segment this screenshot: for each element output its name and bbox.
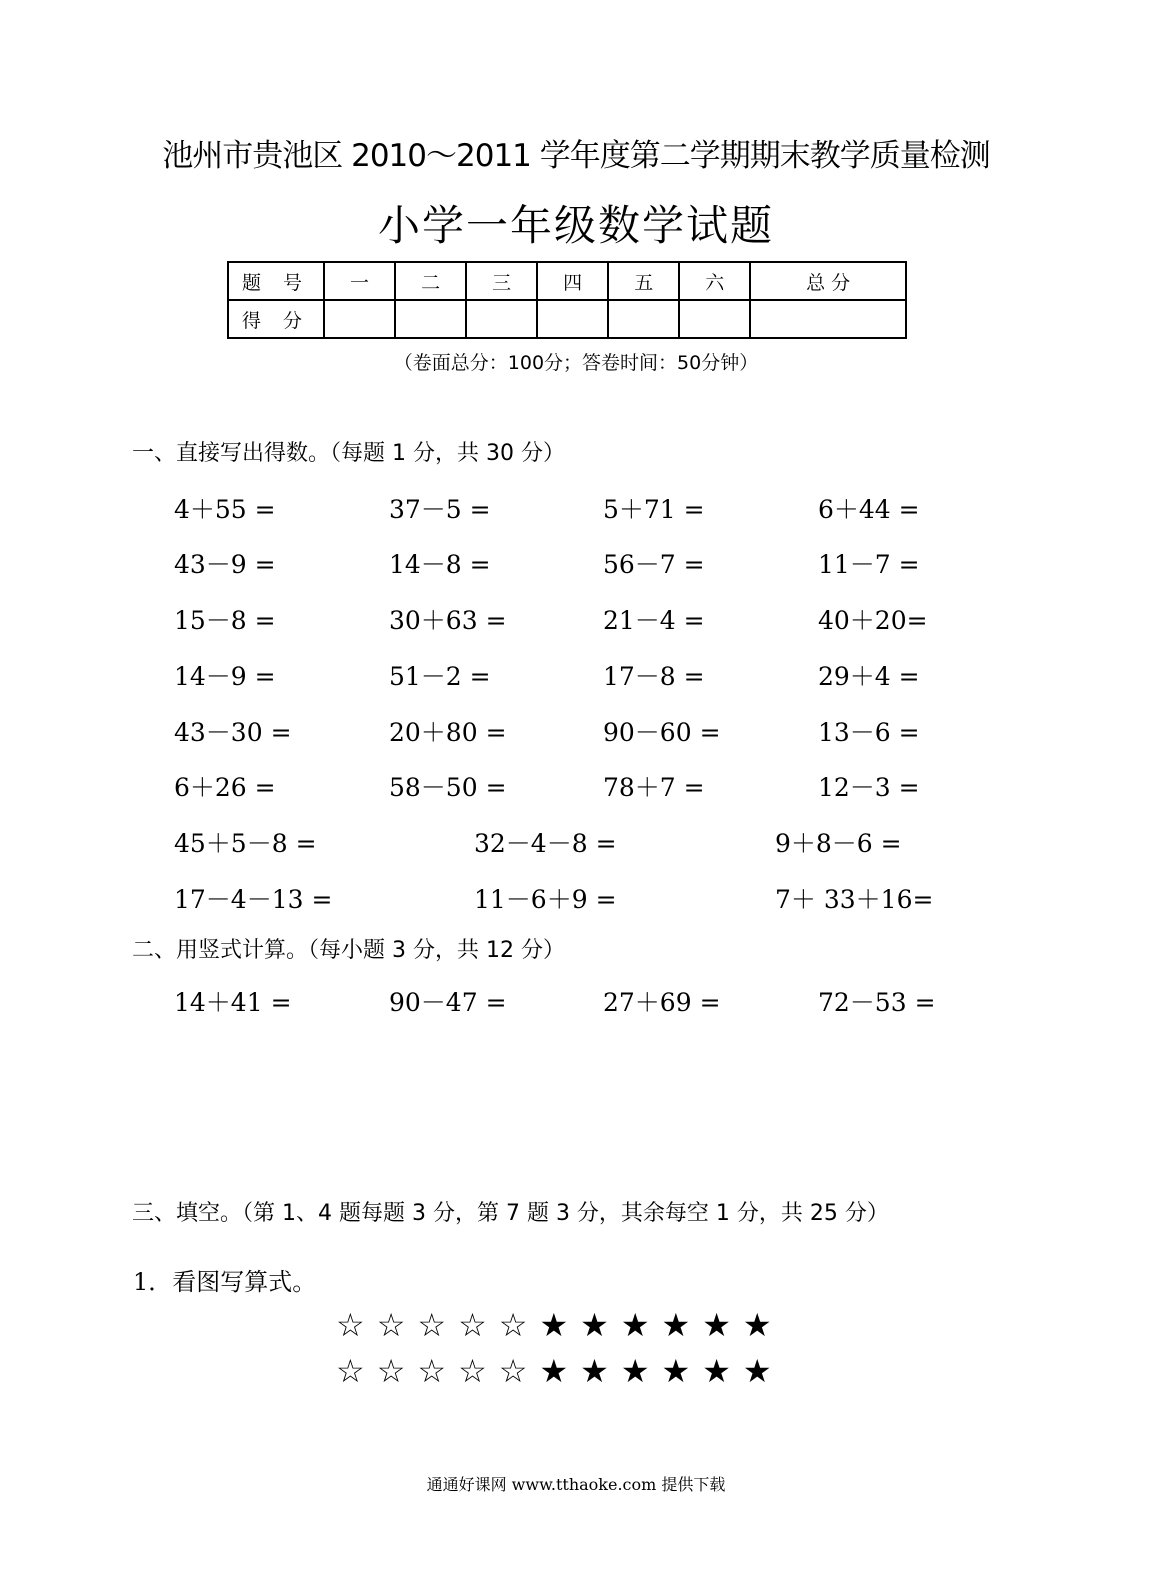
arith-problem: 6＋44 =	[818, 495, 920, 524]
score-input-cell[interactable]	[679, 300, 750, 338]
score-cell-q3: 三	[466, 262, 537, 300]
score-input-cell[interactable]	[466, 300, 537, 338]
arith-problem: 14－9 =	[174, 662, 276, 691]
score-table-header-row	[228, 262, 906, 300]
section3-question1: 1．看图写算式。	[133, 1268, 317, 1296]
score-input-cell[interactable]	[395, 300, 466, 338]
arith-problem: 78＋7 =	[603, 773, 705, 802]
star-row-1: ☆☆☆☆☆★★★★★★	[336, 1306, 784, 1344]
vertical-calc-problem: 27＋69 =	[603, 988, 721, 1017]
score-input-cell[interactable]	[608, 300, 679, 338]
section1-heading: 一、直接写出得数。（每题 1 分，共 30 分）	[132, 441, 565, 466]
arith-problem: 11－6＋9 =	[474, 885, 617, 914]
score-cell-q6: 六	[679, 262, 750, 300]
score-input-cell[interactable]	[750, 300, 906, 338]
arith-problem: 14－8 =	[389, 550, 491, 579]
exam-title: 小学一年级数学试题	[377, 201, 774, 250]
arith-problem: 20＋80 =	[389, 718, 507, 747]
arith-problem: 5＋71 =	[603, 495, 705, 524]
arith-problem: 11－7 =	[818, 550, 920, 579]
arith-problem: 58－50 =	[389, 773, 507, 802]
score-table	[227, 261, 907, 339]
arith-problem: 40＋20=	[818, 606, 928, 635]
arith-problem: 56－7 =	[603, 550, 705, 579]
arith-problem: 13－6 =	[818, 718, 920, 747]
arith-problem: 45＋5－8 =	[174, 829, 317, 858]
arith-problem: 32－4－8 =	[474, 829, 617, 858]
arith-problem: 9＋8－6 =	[775, 829, 902, 858]
arith-problem: 43－9 =	[174, 550, 276, 579]
arith-problem: 7＋ 33＋16=	[775, 885, 934, 914]
arith-problem: 15－8 =	[174, 606, 276, 635]
arith-problem: 17－4－13 =	[174, 885, 333, 914]
exam-note: （卷面总分：100分；答卷时间：50分钟）	[393, 352, 759, 374]
score-cell-q5: 五	[608, 262, 679, 300]
score-cell-label: 题 号	[228, 262, 324, 300]
arith-problem: 17－8 =	[603, 662, 705, 691]
score-input-cell[interactable]	[537, 300, 608, 338]
page-footer: 通通好课网 www.tthaoke.com 提供下载	[426, 1475, 726, 1494]
arith-problem: 29＋4 =	[818, 662, 920, 691]
score-cell-total: 总 分	[750, 262, 906, 300]
arith-problem: 37－5 =	[389, 495, 491, 524]
score-cell-q1: 一	[324, 262, 395, 300]
arith-problem: 21－4 =	[603, 606, 705, 635]
arith-problem: 4＋55 =	[174, 495, 276, 524]
score-cell-q4: 四	[537, 262, 608, 300]
vertical-calc-problem: 14＋41 =	[174, 988, 292, 1017]
score-row-label: 得 分	[228, 300, 324, 338]
arith-problem: 43－30 =	[174, 718, 292, 747]
exam-header-line1: 池州市贵池区 2010～2011 学年度第二学期期末教学质量检测	[162, 138, 990, 174]
score-cell-q2: 二	[395, 262, 466, 300]
arith-problem: 51－2 =	[389, 662, 491, 691]
section3-heading: 三、填空。（第 1、4 题每题 3 分，第 7 题 3 分，其余每空 1 分，共 25 分）	[132, 1201, 889, 1226]
arith-problem: 6＋26 =	[174, 773, 276, 802]
vertical-calc-problem: 72－53 =	[818, 988, 936, 1017]
arith-problem: 12－3 =	[818, 773, 920, 802]
score-table-score-row	[228, 300, 906, 338]
vertical-calc-problem: 90－47 =	[389, 988, 507, 1017]
arith-problem: 30＋63 =	[389, 606, 507, 635]
section2-heading: 二、用竖式计算。（每小题 3 分，共 12 分）	[132, 938, 565, 963]
score-input-cell[interactable]	[324, 300, 395, 338]
star-row-2: ☆☆☆☆☆★★★★★★	[336, 1352, 784, 1390]
arith-problem: 90－60 =	[603, 718, 721, 747]
